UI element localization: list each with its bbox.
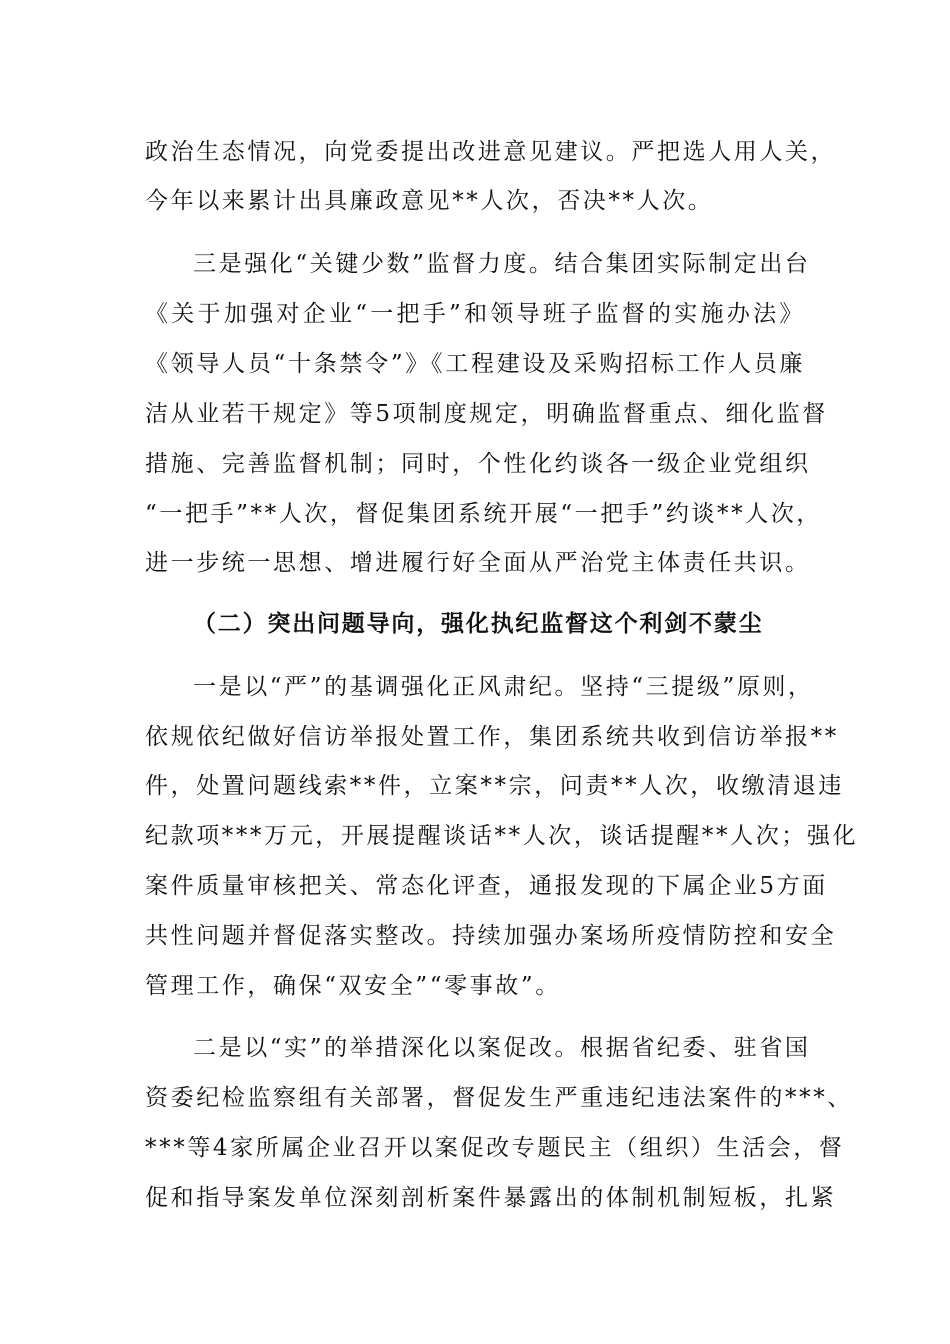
paragraph-line: 政治生态情况，向党委提出改进意见建议。严把选人用人关， — [145, 139, 837, 165]
paragraph-line: 资委纪检监察组有关部署，督促发生严重违纪违法案件的***、 — [145, 1085, 853, 1111]
paragraph-line: 三是强化“关键少数”监督力度。结合集团实际制定出台 — [193, 251, 811, 277]
paragraph-line: 《关于加强对企业“一把手”和领导班子监督的实施办法》 — [145, 301, 805, 327]
paragraph-line: 管理工作，确保“双安全”“零事故”。 — [145, 973, 561, 999]
paragraph-line: 二是以“实”的举措深化以案促改。根据省纪委、驻省国 — [193, 1035, 811, 1061]
paragraph-line: 一是以“严”的基调强化正风肃纪。坚持“三提级”原则， — [193, 674, 814, 700]
paragraph-line: 《领导人员“十条禁令”》《工程建设及采购招标工作人员廉 — [145, 351, 805, 377]
paragraph-line: 案件质量审核把关、常态化评查，通报发现的下属企业5方面 — [145, 873, 828, 899]
paragraph-line: 洁从业若干规定》等5项制度规定，明确监督重点、细化监督 — [145, 401, 828, 427]
paragraph-line: 件，处置问题线索**件，立案**宗，问责**人次，收缴清退违 — [145, 773, 844, 799]
paragraph-line: “一把手”**人次，督促集团系统开展“一把手”约谈**人次， — [145, 501, 823, 527]
paragraph-line: 进一步统一思想、增进履行好全面从严治党主体责任共识。 — [145, 550, 811, 576]
paragraph-line: ***等4家所属企业召开以案促改专题民主（组织）生活会，督 — [145, 1135, 845, 1161]
paragraph-line: 纪款项***万元，开展提醒谈话**人次，谈话提醒**人次；强化 — [145, 823, 859, 849]
paragraph-line: 依规依纪做好信访举报处置工作，集团系统共收到信访举报** — [145, 724, 839, 750]
paragraph-line: 今年以来累计出具廉政意见**人次，否决**人次。 — [145, 188, 714, 214]
paragraph-line: 促和指导案发单位深刻剖析案件暴露出的体制机制短板，扎紧 — [145, 1185, 837, 1211]
paragraph-line: 共性问题并督促落实整改。持续加强办案场所疫情防控和安全 — [145, 923, 837, 949]
paragraph-line: 措施、完善监督机制；同时，个性化约谈各一级企业党组织 — [145, 451, 811, 477]
section-heading: （二）突出问题导向，强化执纪监督这个利剑不蒙尘 — [193, 610, 764, 637]
